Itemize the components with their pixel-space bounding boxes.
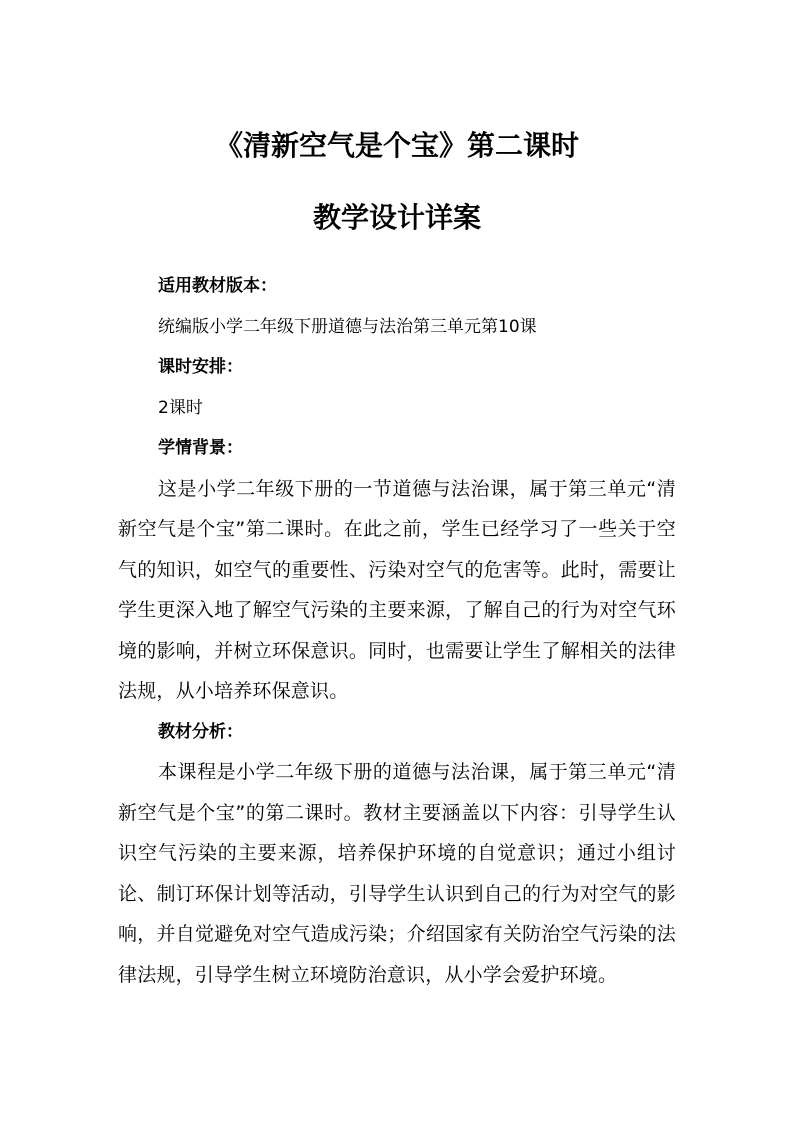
section-heading-schedule: 课时安排： [158, 357, 243, 377]
background-paragraph: 这是小学二年级下册的一节道德与法治课，属于第三单元“清新空气是个宝”第二课时。在此之前，学生已经学习了一些关于空气的知识，如空气的重要性、污染对空气的危害等。此时，需要让学生更深入地了解空气污染的主要来源，了解自己的行为对空气环境的影响，并树立环保意识。同时，也需要让学生了解相关的法律法规，从小培养环保意识。 [118, 477, 676, 702]
document-body [118, 266, 676, 995]
document-title-line2: 教学设计详案 [312, 201, 481, 234]
schedule-text: 2课时 [158, 397, 203, 418]
section-heading-background: 学情背景： [158, 438, 243, 458]
analysis-paragraph: 本课程是小学二年级下册的道德与法治课，属于第三单元“清新空气是个宝”的第二课时。教材主要涵盖以下内容：引导学生认识空气污染的主要来源，培养保护环境的自觉意识；通过小组讨论、制订环保计划等活动，引导学生认识到自己的行为对空气的影响，并自觉避免对空气造成污染；介绍国家有关防治空气污染的法律法规，引导学生树立环境防治意识，从小学会爱护环境。 [118, 761, 676, 986]
document-title-line1: 《清新空气是个宝》第二课时 [214, 129, 579, 162]
section-heading-analysis: 教材分析： [158, 721, 243, 742]
textbook-version-text: 统编版小学二年级下册道德与法治第三单元第10课 [158, 316, 537, 337]
section-heading-textbook-version: 适用教材版本： [158, 276, 277, 296]
